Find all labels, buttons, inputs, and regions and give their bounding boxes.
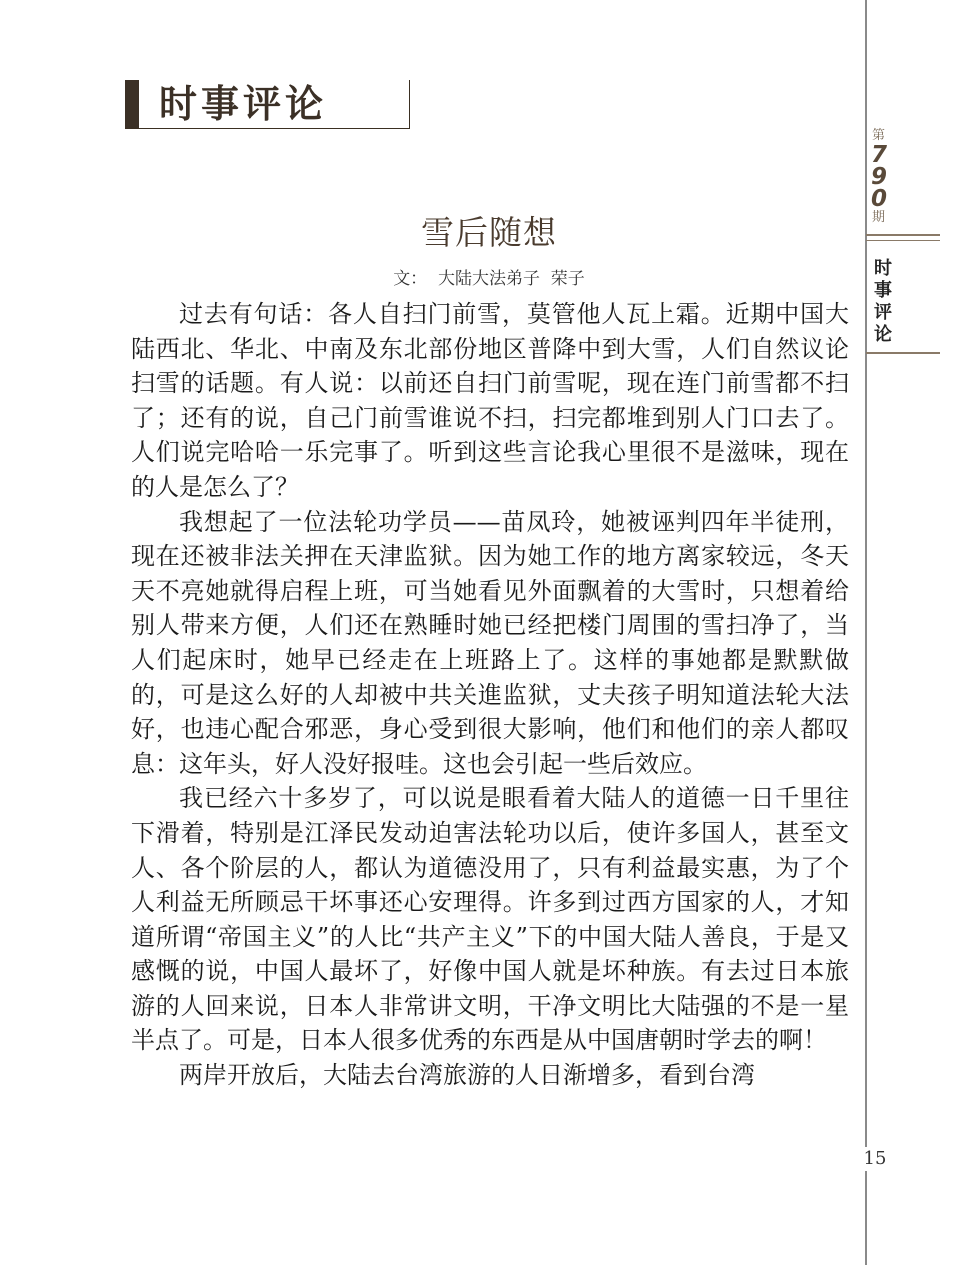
page-number: 15 [859, 1147, 891, 1171]
page-edge-rule [865, 0, 867, 1265]
section-header-title: 时事评论 [159, 82, 328, 126]
sidebar-section-char: 事 [874, 280, 892, 301]
issue-suffix: 期 [872, 210, 886, 225]
article-paragraph: 我想起了一位法轮功学员——苗凤玲，她被诬判四年半徒刑，现在还被非法关押在天津监狱。因为她工作的地方离家较远，冬天天不亮她就得启程上班，可当她看见外面飘着的大雪时，只想着给别人带来方便，人们还在熟睡时她已经把楼门周围的雪扫净了，当人们起床时，她早已经走在上班路上了。这样的事她都是默默做的，可是这么好的人却被中共关進监狱，丈夫孩子明知道法轮大法好，也违心配合邪恶，身心受到很大影响，他们和他们的亲人都叹息：这年头，好人没好报哇。这也会引起一些后效应。 [131, 507, 849, 778]
article-paragraph: 两岸开放后，大陆去台湾旅游的人日渐增多，看到台湾 [179, 1061, 755, 1090]
section-header [125, 80, 410, 129]
article-paragraph: 过去有句话：各人自扫门前雪，莫管他人瓦上霜。近期中国大陆西北、华北、中南及东北部份地区普降中到大雪，人们自然议论扫雪的话题。有人说：以前还自扫门前雪呢，现在连门前雪都不扫了；还有的说，自己门前雪谁说不扫，扫完都堆到别人门口去了。人们说完哈哈一乐完事了。听到这些言论我心里很不是滋味，现在的人是怎么了？ [131, 300, 849, 501]
sidebar-divider [866, 352, 940, 354]
article-byline: 文： 大陆大法弟子 荣子 [393, 269, 585, 289]
article-paragraph: 我已经六十多岁了，可以说是眼看着大陆人的道德一日千里往下滑着，特别是江泽民发动迫害法轮功以后，使许多国人，甚至文人、各个阶层的人，都认为道德没用了，只有利益最实惠，为了个人利益无所顾忌干坏事还心安理得。许多到过西方国家的人，才知道所谓“帝国主义”的人比“共产主义”下的中国大陆人善良，于是又感慨的说，中国人最坏了，好像中国人就是坏种族。有去过日本旅游的人回来说，日本人非常讲文明，干净文明比大陆强的不是一星半点了。可是，日本人很多优秀的东西是从中国唐朝时学去的啊！ [131, 784, 849, 1055]
issue-digit: 9 [870, 164, 887, 190]
article-body [131, 297, 849, 1093]
article-title: 雪后随想 [421, 213, 557, 252]
issue-prefix: 第 [872, 128, 886, 143]
sidebar-section-char: 评 [874, 302, 892, 323]
sidebar-section-char: 时 [874, 258, 892, 279]
issue-digit: 7 [870, 142, 887, 168]
issue-digit: 0 [870, 186, 887, 212]
sidebar-section-char: 论 [874, 324, 892, 345]
section-header-bar [125, 80, 139, 128]
